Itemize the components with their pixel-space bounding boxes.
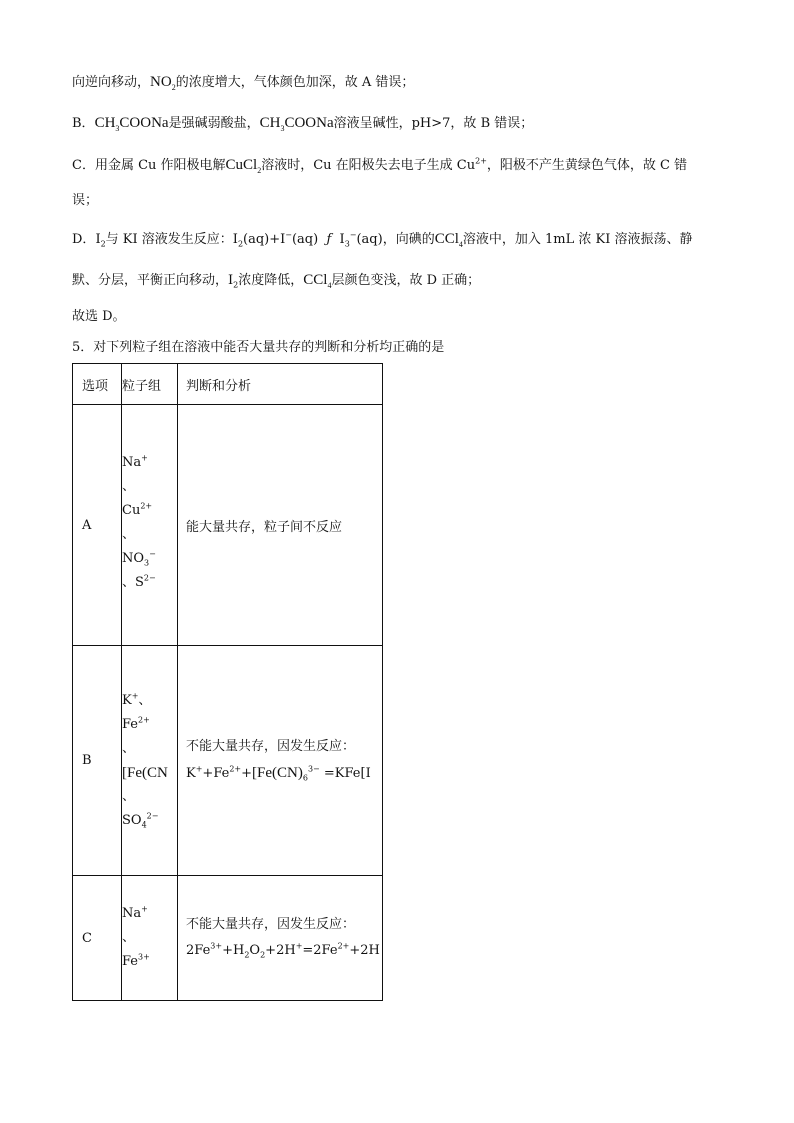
ion-cu: $Cu^{2+}$ (122, 501, 153, 518)
reaction-equation: $2Fe^{3+}+H_2O_2+2H^+=2Fe^{2+}+2H$ (186, 941, 380, 960)
ion-fe: $Fe^{2+}$ (122, 715, 150, 732)
separator: 、 (122, 527, 136, 542)
question-5-table (72, 363, 383, 1001)
table-header-row (73, 364, 383, 405)
formula-i2: $I_2$ (232, 232, 244, 249)
formula-i2: $I_2$ (228, 273, 239, 290)
table-row (73, 876, 383, 1001)
text-line-3 (72, 155, 687, 176)
analysis-cell (178, 876, 383, 1001)
analysis-text: 不能大量共存，因发生反应： (186, 739, 356, 754)
text-line-5 (72, 229, 693, 250)
table-row (73, 646, 383, 876)
text-fragment: 是强碱弱酸盐， (168, 116, 260, 131)
formula-i2: $I_2$ (95, 232, 106, 249)
separator: 、 (122, 930, 136, 945)
text-fragment: 溶液中，加入 1mL 浓 KI 溶液振荡、静 (462, 232, 693, 247)
ion-k: K+、 (122, 691, 152, 708)
particles-cell (122, 405, 178, 646)
text-line-6 (72, 270, 480, 291)
text-fragment: (aq)，向碘的 (356, 232, 435, 247)
option-cell: C (73, 876, 122, 1001)
separator: 、 (122, 740, 136, 756)
question-5: 5．对下列粒子组在溶液中能否大量共存的判断和分析均正确的是 (72, 340, 445, 355)
text-fragment: C．用金属 Cu 作阳极电解 (72, 158, 226, 173)
option-cell: B (73, 646, 122, 876)
ion-na: Na+ (122, 453, 148, 470)
ion-no3: $NO_3^-$ (122, 549, 156, 568)
particles-cell (122, 876, 178, 1001)
formula-ch3coona: $CH_3COONa$ (259, 115, 334, 133)
ion-na: Na+ (122, 904, 148, 921)
ion-fe: $Fe^{3+}$ (122, 952, 150, 969)
text-line-4: 误； (72, 193, 99, 208)
text-fragment: 向逆向移动， (72, 75, 151, 90)
text-fragment: 溶液时，Cu 在阳极失去电子生成 Cu (261, 158, 476, 173)
charge: 2+ (475, 156, 487, 166)
table-row (73, 405, 383, 646)
text-fragment: 溶液呈碱性，pH>7，故 B 错误； (333, 116, 534, 131)
formula-ch3coona: $CH_3COONa$ (94, 115, 169, 133)
separator: 、 (122, 788, 136, 804)
particles-cell (122, 646, 178, 876)
formula-i3: $I_3^-$ (339, 230, 357, 249)
formula-no2: $NO_2$ (150, 74, 176, 92)
text-fragment: 默、分层，平衡正向移动， (72, 273, 229, 288)
ion-fecn: [Fe(CN (122, 764, 168, 781)
formula-ccl4: CCl$_4$ (434, 231, 463, 249)
reaction-equation: $K^++Fe^{2+}+[Fe(CN)_6^{3-} =KFe[I$ (186, 764, 371, 783)
header-particles: 粒子组 (122, 364, 178, 405)
ion-s: 、$S^{2-}$ (122, 573, 156, 590)
charge: − (285, 230, 292, 240)
ion-so4: $SO_4^{2-}$ (122, 811, 159, 830)
option-cell: A (73, 405, 122, 646)
separator: 、 (122, 479, 136, 494)
equilibrium-symbol: ƒ (326, 232, 332, 247)
header-option: 选项 (73, 364, 122, 405)
text-fragment: ，阳极不产生黄绿色气体，故 C 错 (486, 158, 688, 173)
analysis-cell (178, 646, 383, 876)
text-fragment: D． (72, 232, 96, 247)
text-fragment: 与 KI 溶液发生反应： (105, 232, 233, 247)
analysis-cell: 能大量共存，粒子间不反应 (178, 405, 383, 646)
header-analysis: 判断和分析 (178, 364, 383, 405)
formula-ccl4: CCl$_4$ (303, 272, 332, 290)
text-fragment: (aq)+I (243, 232, 286, 247)
text-fragment: 层颜色变浅，故 D 正确； (331, 273, 481, 288)
text-fragment: 浓度降低， (238, 273, 304, 288)
text-line-2 (72, 113, 533, 134)
formula-cucl2: CuCl$_2$ (225, 157, 262, 175)
text-line-7: 故选 D。 (72, 309, 126, 324)
text-fragment: B． (72, 116, 95, 131)
text-fragment: 的浓度增大，气体颜色加深，故 A 错误； (175, 75, 415, 90)
text-line-1 (72, 72, 414, 93)
analysis-text: 不能大量共存，因发生反应： (186, 917, 356, 932)
text-fragment: (aq) (291, 232, 319, 247)
